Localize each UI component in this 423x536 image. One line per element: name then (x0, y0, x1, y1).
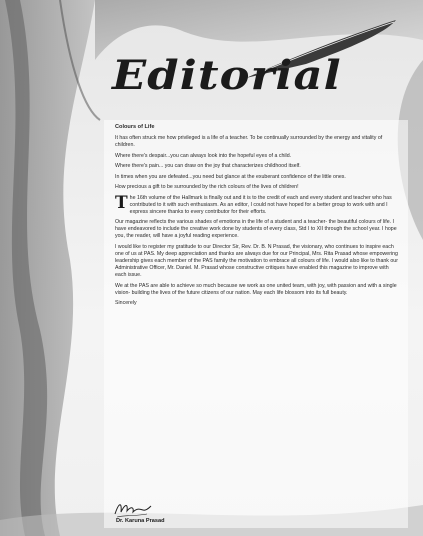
section-heading: Colours of Life (115, 124, 155, 130)
paragraph (115, 192, 401, 216)
intro-line: How precious a gift to be surrounded by the rich colours of the lives of children! (115, 184, 299, 191)
page-title: Editorial (112, 52, 342, 99)
signatory-name: Dr. Karuna Prasad (116, 518, 165, 524)
paragraph: We at the PAS are able to achieve so much because we work as one united team, with joy, with passion and with a single vision- building the lives of the future citizens of our nation. May each life blossom into its full beauty. (115, 282, 397, 296)
intro-line: Where there's pain... you can draw on the joy that characterizes childhood itself. (115, 163, 301, 170)
drop-cap: T (115, 192, 128, 213)
paragraph-text: he 16th volume of the Hallmark is finally out and it is to the credit of each and every student and teacher who has contributed to it with such enthusiasm. As an editor, I could not have hoped for a better group to work with and I express sincere thanks to every contributor for their efforts. (129, 194, 392, 215)
editorial-body (115, 124, 401, 311)
intro-line: Where there's despair...you can always look into the hopeful eyes of a child. (115, 152, 292, 159)
handwritten-signature (113, 500, 153, 520)
intro-line: It has often struck me how privileged is a life of a teacher. To be continually surrounded by the energy and vitality of children. (115, 135, 383, 149)
paragraph: I would like to register my gratitude to our Director Sir, Rev. Dr. B. N Prasad, the visionary, who continues to inspire each one of us at PAS. My deep appreciation and thanks are always due for our Principal, Mrs. Rita Prasad whose empowering leadership gives each member of the PAS family the motivation to embrace all colours of life. I would also like to thank our Administrative Officer, Mr. Daniel. M. Prasad whose constructive critiques have enabled this magazine to improve with each issue. (115, 243, 398, 279)
closing: Sincerely (115, 300, 137, 307)
intro-line: In times when you are defeated...you need but glance at the exuberant confidence of the little ones. (115, 173, 346, 180)
paragraph: Our magazine reflects the various shades of emotions in the life of a student and a teacher- the beautiful colours of life. I have endeavored to include the creative work done by students of every class, Std I to XII through the school year. I hope you, the reader, will have a joyful reading experience. (115, 219, 397, 240)
